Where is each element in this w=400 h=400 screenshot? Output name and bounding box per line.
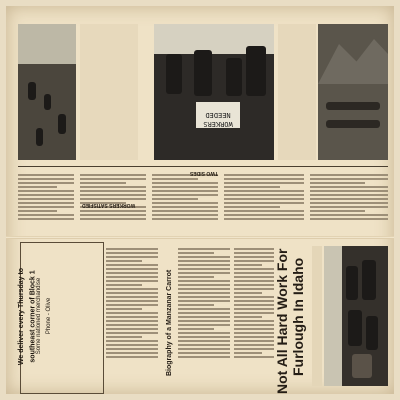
text-column-7 <box>178 246 230 386</box>
photo-caption-1 <box>80 24 138 160</box>
text-column-5 <box>310 172 388 232</box>
photo-caption-furlough <box>312 246 322 386</box>
ad-line-4: Phone - Olive <box>46 297 53 335</box>
sign-text-2: NEEDED <box>205 111 231 119</box>
story-headline-carrot: Biography of a Manzanar Carrot <box>166 269 173 376</box>
text-column-8 <box>234 246 274 386</box>
sign-workers-needed <box>196 102 240 128</box>
text-column-3 <box>152 172 218 232</box>
newspaper-page <box>6 6 394 394</box>
text-column-4 <box>224 172 304 232</box>
ad-line-3: Some nationed merchandise <box>36 277 43 355</box>
photo-furlough-group <box>324 246 388 386</box>
photo-workers-sign <box>154 24 274 160</box>
two-sides-heading: TWO SIDES <box>190 170 219 176</box>
advertisement-box <box>20 242 104 394</box>
photo-field-workers <box>18 24 76 160</box>
sidebar-heading: WORKERS SATISFIED <box>82 202 136 208</box>
text-column-6 <box>106 246 158 386</box>
page-fold <box>6 236 394 239</box>
photo-caption-3 <box>278 24 316 160</box>
sign-text-1: WORKERS <box>203 120 233 128</box>
top-rule <box>18 166 388 167</box>
ad-line-2: southeast corner of Block 1 <box>29 270 37 363</box>
text-column-1 <box>18 172 74 232</box>
main-headline: Not All Hard Work For <box>274 248 290 394</box>
ad-line-1: We deliver every Thursday to <box>18 267 26 366</box>
main-subheadline: Furlough In Idaho <box>290 257 306 376</box>
photo-mountain-barracks <box>318 24 388 160</box>
